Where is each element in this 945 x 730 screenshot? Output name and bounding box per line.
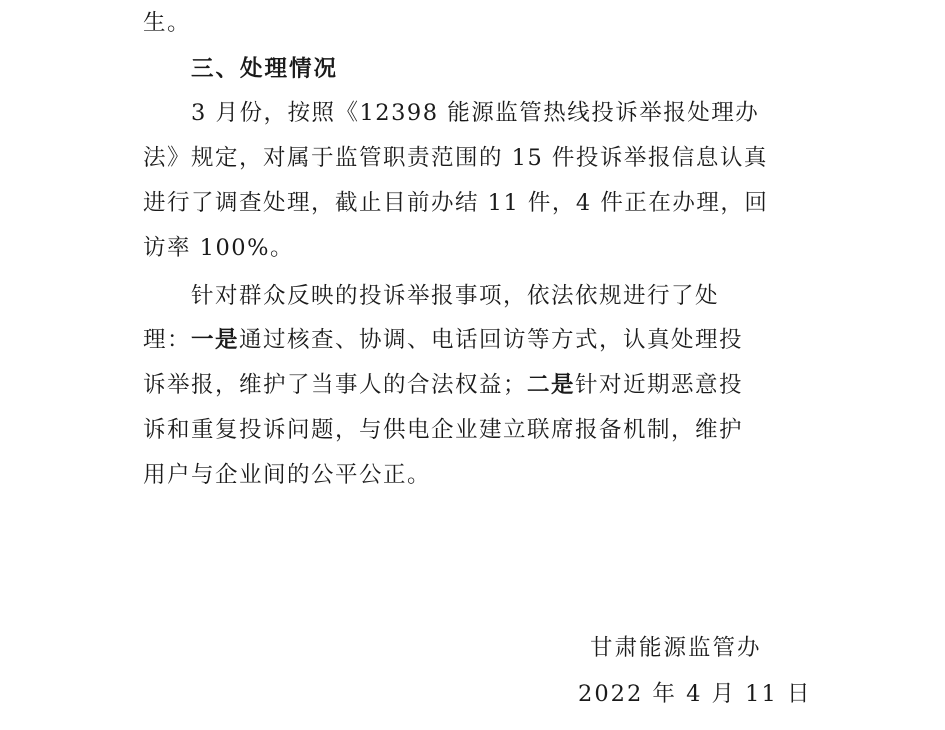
paragraph-line: 访率 100%。: [143, 235, 294, 261]
paragraph-line: [143, 370, 743, 400]
signature-date: 2022 年 4 月 11 日: [578, 681, 812, 707]
carry-over-text: 生。: [143, 10, 192, 36]
section-heading: 三、处理情况: [191, 56, 339, 82]
text-run: 针对近期恶意投: [575, 372, 744, 398]
text-run: 通过核查、协调、电话回访等方式，认真处理投: [239, 327, 744, 353]
paragraph-line: [143, 325, 743, 355]
paragraph-line: 3 月份，按照《12398 能源监管热线投诉举报处理办: [191, 100, 760, 126]
emphasis-first: 一是: [191, 327, 240, 353]
paragraph-line: 诉和重复投诉问题，与供电企业建立联席报备机制，维护: [143, 417, 744, 443]
paragraph-line: 进行了调查处理，截止目前办结 11 件，4 件正在办理，回: [143, 190, 769, 216]
emphasis-second: 二是: [527, 372, 576, 398]
text-run: 理：: [143, 327, 192, 353]
signature-organization: 甘肃能源监管办: [590, 635, 762, 661]
paragraph-line: 法》规定，对属于监管职责范围的 15 件投诉举报信息认真: [143, 145, 768, 171]
paragraph-line: 用户与企业间的公平公正。: [143, 462, 432, 488]
paragraph-line: 针对群众反映的投诉举报事项，依法依规进行了处: [191, 283, 720, 309]
text-run: 诉举报，维护了当事人的合法权益；: [143, 372, 528, 398]
